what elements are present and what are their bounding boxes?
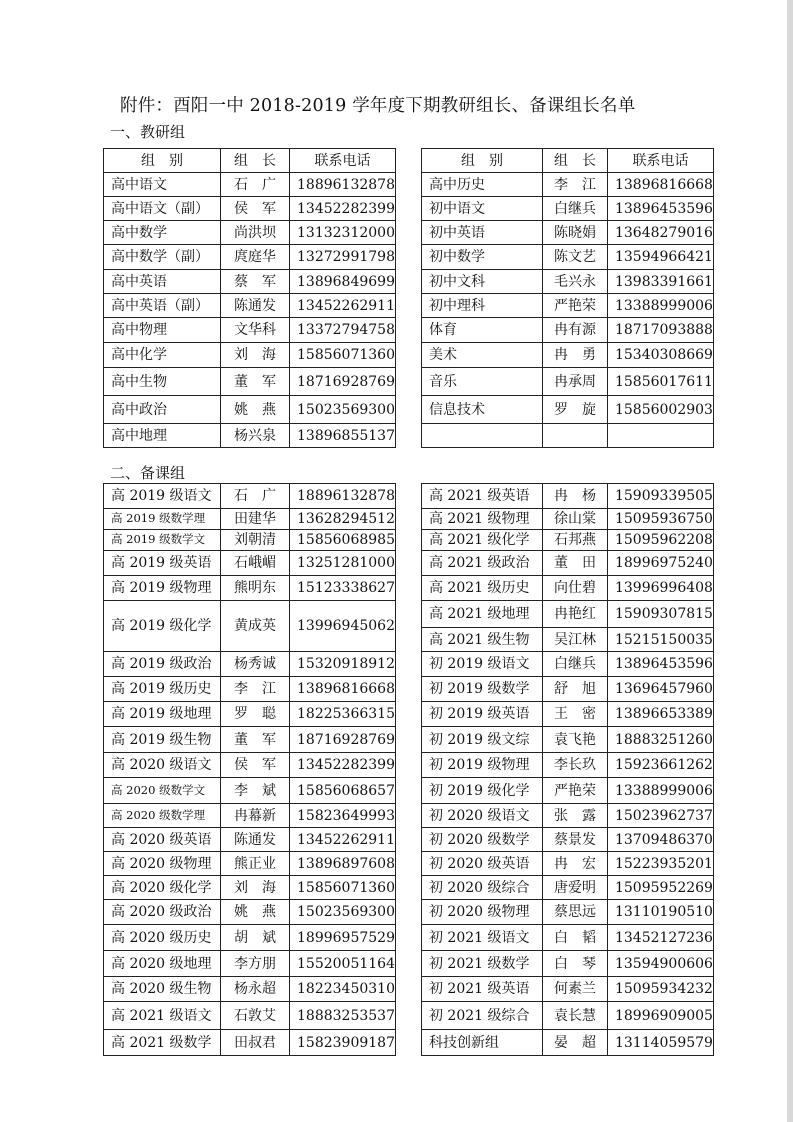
leader-cell: 张 露 — [542, 804, 607, 828]
column-gap — [395, 601, 421, 652]
group-cell — [421, 424, 542, 448]
lesson-prep-table — [103, 483, 714, 1056]
table-row — [104, 1030, 714, 1056]
table-row — [104, 727, 714, 753]
phone-cell: 18896132878 — [290, 173, 396, 197]
phone-cell: 13896897608 — [290, 852, 396, 876]
table-row — [104, 778, 714, 804]
leader-cell: 蔡 军 — [221, 270, 290, 294]
leader-cell: 石 广 — [221, 173, 290, 197]
leader-cell: 李方朋 — [221, 951, 290, 977]
phone-cell: 15909307815 — [607, 601, 713, 628]
column-gap — [395, 804, 421, 828]
group-cell: 高 2019 级数学文 — [104, 530, 221, 551]
phone-cell: 15320918912 — [290, 652, 396, 677]
phone-cell: 15215150035 — [607, 628, 713, 652]
phone-cell: 15123338627 — [290, 576, 396, 601]
group-cell: 高 2019 级语文 — [104, 484, 221, 509]
phone-cell: 13896855137 — [290, 424, 396, 448]
teaching-research-table — [103, 148, 714, 448]
leader-cell: 董 田 — [542, 551, 607, 576]
column-gap — [395, 197, 421, 221]
group-cell: 初 2019 级化学 — [421, 778, 542, 804]
column-header: 联系电话 — [607, 149, 713, 173]
leader-cell: 徐山棠 — [542, 509, 607, 530]
group-cell: 初中语文 — [421, 197, 542, 221]
phone-cell: 13709486370 — [607, 828, 713, 852]
group-cell: 高 2020 级化学 — [104, 876, 221, 900]
table-row — [104, 876, 714, 900]
phone-cell: 15520051164 — [290, 951, 396, 977]
leader-cell: 姚 燕 — [221, 900, 290, 925]
leader-cell: 冉幕新 — [221, 804, 290, 828]
column-gap — [395, 900, 421, 925]
leader-cell: 王 密 — [542, 702, 607, 727]
phone-cell: 13896849699 — [290, 270, 396, 294]
phone-cell: 15856071360 — [290, 343, 396, 368]
phone-cell: 18996909005 — [607, 1002, 713, 1030]
column-gap — [395, 368, 421, 396]
group-cell: 高 2019 级化学 — [104, 601, 221, 652]
phone-cell: 15856068657 — [290, 778, 396, 804]
phone-cell: 15223935201 — [607, 852, 713, 876]
leader-cell — [542, 424, 607, 448]
phone-cell: 18883253537 — [290, 1002, 396, 1030]
leader-cell: 冉 勇 — [542, 343, 607, 368]
column-gap — [395, 245, 421, 270]
leader-cell: 杨兴泉 — [221, 424, 290, 448]
phone-cell: 15823649993 — [290, 804, 396, 828]
phone-cell: 13452282399 — [290, 197, 396, 221]
leader-cell: 杨永超 — [221, 977, 290, 1002]
column-header: 组 别 — [104, 149, 221, 173]
phone-cell: 13896816668 — [290, 677, 396, 702]
phone-cell: 13628294512 — [290, 509, 396, 530]
column-gap — [395, 343, 421, 368]
leader-cell: 袁长慧 — [542, 1002, 607, 1030]
group-cell: 高 2021 级生物 — [421, 628, 542, 652]
group-cell: 初中英语 — [421, 221, 542, 245]
leader-cell: 黄成英 — [221, 601, 290, 652]
phone-cell: 15823909187 — [290, 1030, 396, 1056]
table-row — [104, 484, 714, 509]
leader-cell: 何素兰 — [542, 977, 607, 1002]
phone-cell — [607, 424, 713, 448]
column-gap — [395, 484, 421, 509]
group-cell: 初 2021 级数学 — [421, 951, 542, 977]
leader-cell: 陈文艺 — [542, 245, 607, 270]
group-cell: 初中数学 — [421, 245, 542, 270]
group-cell: 体育 — [421, 318, 542, 343]
group-cell: 高 2020 级生物 — [104, 977, 221, 1002]
group-cell: 高 2019 级英语 — [104, 551, 221, 576]
phone-cell: 13372794758 — [290, 318, 396, 343]
leader-cell: 姚 燕 — [221, 396, 290, 424]
column-gap — [395, 318, 421, 343]
column-gap — [395, 727, 421, 753]
phone-cell: 13996996408 — [607, 576, 713, 601]
leader-cell: 蔡景发 — [542, 828, 607, 852]
table-row — [104, 601, 714, 628]
leader-cell: 陈晓娟 — [542, 221, 607, 245]
phone-cell: 15095962208 — [607, 530, 713, 551]
group-cell: 高中物理 — [104, 318, 221, 343]
phone-cell: 18716928769 — [290, 727, 396, 753]
leader-cell: 李 江 — [221, 677, 290, 702]
table-row — [104, 1002, 714, 1030]
column-gap — [395, 925, 421, 951]
table-row — [104, 173, 714, 197]
leader-cell: 杨秀诚 — [221, 652, 290, 677]
phone-cell: 15856002903 — [607, 396, 713, 424]
leader-cell: 尚洪坝 — [221, 221, 290, 245]
table-row — [104, 294, 714, 318]
group-cell: 高 2020 级历史 — [104, 925, 221, 951]
leader-cell: 侯 军 — [221, 197, 290, 221]
group-cell: 初 2019 级英语 — [421, 702, 542, 727]
column-gap — [395, 424, 421, 448]
table-row — [104, 318, 714, 343]
phone-cell: 13696457960 — [607, 677, 713, 702]
column-gap — [395, 551, 421, 576]
leader-cell: 唐爱明 — [542, 876, 607, 900]
group-cell: 初 2020 级物理 — [421, 900, 542, 925]
column-gap — [395, 852, 421, 876]
column-gap — [395, 778, 421, 804]
table-row — [104, 396, 714, 424]
group-cell: 高 2020 级语文 — [104, 753, 221, 778]
leader-cell: 刘 海 — [221, 343, 290, 368]
phone-cell: 13251281000 — [290, 551, 396, 576]
phone-cell: 13132312000 — [290, 221, 396, 245]
group-cell: 初 2019 级物理 — [421, 753, 542, 778]
column-gap — [395, 294, 421, 318]
group-cell: 高 2021 级英语 — [421, 484, 542, 509]
phone-cell: 13110190510 — [607, 900, 713, 925]
group-cell: 高 2020 级数学理 — [104, 804, 221, 828]
phone-cell: 15856068985 — [290, 530, 396, 551]
group-cell: 美术 — [421, 343, 542, 368]
table-row — [104, 925, 714, 951]
phone-cell: 13996945062 — [290, 601, 396, 652]
leader-cell: 田建华 — [221, 509, 290, 530]
leader-cell: 晏 超 — [542, 1030, 607, 1056]
phone-cell: 13114059579 — [607, 1030, 713, 1056]
group-cell: 高中数学 — [104, 221, 221, 245]
group-cell: 初 2019 级语文 — [421, 652, 542, 677]
phone-cell: 18896132878 — [290, 484, 396, 509]
leader-cell: 白继兵 — [542, 652, 607, 677]
group-cell: 高 2020 级地理 — [104, 951, 221, 977]
leader-cell: 冉承周 — [542, 368, 607, 396]
table-row — [104, 509, 714, 530]
group-cell: 初 2020 级数学 — [421, 828, 542, 852]
group-cell: 信息技术 — [421, 396, 542, 424]
section-heading-lesson-prep: 二、备课组 — [110, 464, 186, 482]
group-cell: 初 2020 级英语 — [421, 852, 542, 876]
leader-cell: 李长玖 — [542, 753, 607, 778]
phone-cell: 13896816668 — [607, 173, 713, 197]
phone-cell: 15856017611 — [607, 368, 713, 396]
column-gap — [395, 702, 421, 727]
phone-cell: 15023962737 — [607, 804, 713, 828]
phone-cell: 13452282399 — [290, 753, 396, 778]
group-cell: 高 2021 级物理 — [421, 509, 542, 530]
table-row — [104, 343, 714, 368]
table-row — [104, 576, 714, 601]
table-row — [104, 368, 714, 396]
table-row — [104, 702, 714, 727]
group-cell: 高 2019 级生物 — [104, 727, 221, 753]
group-cell: 高中历史 — [421, 173, 542, 197]
phone-cell: 13594900606 — [607, 951, 713, 977]
group-cell: 高中英语 — [104, 270, 221, 294]
leader-cell: 田叔君 — [221, 1030, 290, 1056]
group-cell: 高 2020 级数学文 — [104, 778, 221, 804]
leader-cell: 石邦燕 — [542, 530, 607, 551]
group-cell: 初 2019 级文综 — [421, 727, 542, 753]
column-gap — [395, 828, 421, 852]
phone-cell: 13452262911 — [290, 828, 396, 852]
group-cell: 高 2019 级物理 — [104, 576, 221, 601]
group-cell: 高 2020 级物理 — [104, 852, 221, 876]
column-gap — [395, 509, 421, 530]
column-gap — [395, 977, 421, 1002]
group-cell: 高中政治 — [104, 396, 221, 424]
table-row — [104, 951, 714, 977]
column-gap — [395, 173, 421, 197]
table-row — [104, 852, 714, 876]
group-cell: 初 2021 级综合 — [421, 1002, 542, 1030]
phone-cell: 15095936750 — [607, 509, 713, 530]
group-cell: 高 2021 级数学 — [104, 1030, 221, 1056]
table-row — [104, 804, 714, 828]
group-cell: 初 2019 级数学 — [421, 677, 542, 702]
group-cell: 初中文科 — [421, 270, 542, 294]
phone-cell: 15095952269 — [607, 876, 713, 900]
group-cell: 高 2021 级语文 — [104, 1002, 221, 1030]
table-row — [104, 221, 714, 245]
leader-cell: 毛兴永 — [542, 270, 607, 294]
leader-cell: 白 韬 — [542, 925, 607, 951]
column-gap — [395, 1030, 421, 1056]
phone-cell: 15023569300 — [290, 396, 396, 424]
document-title: 附件：酉阳一中 2018-2019 学年度下期教研组长、备课组长名单 — [120, 96, 636, 116]
leader-cell: 熊正业 — [221, 852, 290, 876]
group-cell: 科技创新组 — [421, 1030, 542, 1056]
group-cell: 高 2021 级政治 — [421, 551, 542, 576]
phone-cell: 18996957529 — [290, 925, 396, 951]
phone-cell: 13272991798 — [290, 245, 396, 270]
group-cell: 高 2019 级地理 — [104, 702, 221, 727]
column-gap — [395, 753, 421, 778]
leader-cell: 冉 杨 — [542, 484, 607, 509]
group-cell: 高 2020 级政治 — [104, 900, 221, 925]
phone-cell: 18883251260 — [607, 727, 713, 753]
leader-cell: 陈通发 — [221, 828, 290, 852]
table-header-row — [104, 149, 714, 173]
group-cell: 高中化学 — [104, 343, 221, 368]
column-gap — [395, 221, 421, 245]
column-header: 组 长 — [221, 149, 290, 173]
leader-cell: 冉 宏 — [542, 852, 607, 876]
group-cell: 初中理科 — [421, 294, 542, 318]
group-cell: 高 2021 级地理 — [421, 601, 542, 628]
phone-cell: 18225366315 — [290, 702, 396, 727]
column-gap — [395, 677, 421, 702]
phone-cell: 13648279016 — [607, 221, 713, 245]
table-row — [104, 677, 714, 702]
leader-cell: 严艳荣 — [542, 294, 607, 318]
table-row — [104, 900, 714, 925]
phone-cell: 15023569300 — [290, 900, 396, 925]
leader-cell: 胡 斌 — [221, 925, 290, 951]
leader-cell: 石 广 — [221, 484, 290, 509]
column-header: 组 别 — [421, 149, 542, 173]
leader-cell: 舒 旭 — [542, 677, 607, 702]
leader-cell: 熊明东 — [221, 576, 290, 601]
group-cell: 高 2019 级历史 — [104, 677, 221, 702]
column-header: 联系电话 — [290, 149, 396, 173]
phone-cell: 13896453596 — [607, 197, 713, 221]
group-cell: 初 2021 级英语 — [421, 977, 542, 1002]
phone-cell: 18996975240 — [607, 551, 713, 576]
column-gap — [395, 149, 421, 173]
leader-cell: 董 军 — [221, 368, 290, 396]
leader-cell: 袁飞艳 — [542, 727, 607, 753]
group-cell: 高中数学（副） — [104, 245, 221, 270]
leader-cell: 吴江林 — [542, 628, 607, 652]
leader-cell: 严艳荣 — [542, 778, 607, 804]
phone-cell: 15340308669 — [607, 343, 713, 368]
phone-cell: 15856071360 — [290, 876, 396, 900]
leader-cell: 石峨嵋 — [221, 551, 290, 576]
leader-cell: 蔡思远 — [542, 900, 607, 925]
leader-cell: 李 斌 — [221, 778, 290, 804]
table-row — [104, 245, 714, 270]
group-cell: 初 2021 级语文 — [421, 925, 542, 951]
group-cell: 初 2020 级综合 — [421, 876, 542, 900]
phone-cell: 15095934232 — [607, 977, 713, 1002]
column-gap — [395, 951, 421, 977]
group-cell: 高中语文（副） — [104, 197, 221, 221]
column-gap — [395, 396, 421, 424]
group-cell: 高 2021 级历史 — [421, 576, 542, 601]
group-cell: 高 2019 级数学理 — [104, 509, 221, 530]
leader-cell: 侯 军 — [221, 753, 290, 778]
group-cell: 初 2020 级语文 — [421, 804, 542, 828]
group-cell: 高 2019 级政治 — [104, 652, 221, 677]
table-row — [104, 424, 714, 448]
leader-cell: 罗 旋 — [542, 396, 607, 424]
column-gap — [395, 530, 421, 551]
column-gap — [395, 1002, 421, 1030]
leader-cell: 石敦艾 — [221, 1002, 290, 1030]
phone-cell: 13388999006 — [607, 294, 713, 318]
leader-cell: 刘 海 — [221, 876, 290, 900]
phone-cell: 18717093888 — [607, 318, 713, 343]
table-row — [104, 551, 714, 576]
table-row — [104, 530, 714, 551]
group-cell: 高中生物 — [104, 368, 221, 396]
column-header: 组 长 — [542, 149, 607, 173]
phone-cell: 13452262911 — [290, 294, 396, 318]
group-cell: 高 2020 级英语 — [104, 828, 221, 852]
leader-cell: 董 军 — [221, 727, 290, 753]
table-row — [104, 197, 714, 221]
phone-cell: 13896453596 — [607, 652, 713, 677]
leader-cell: 庹庭华 — [221, 245, 290, 270]
phone-cell: 13983391661 — [607, 270, 713, 294]
leader-cell: 冉艳红 — [542, 601, 607, 628]
column-gap — [395, 270, 421, 294]
group-cell: 高中语文 — [104, 173, 221, 197]
leader-cell: 罗 聪 — [221, 702, 290, 727]
phone-cell: 13388999006 — [607, 778, 713, 804]
table-row — [104, 652, 714, 677]
table-row — [104, 753, 714, 778]
group-cell: 高中英语（副） — [104, 294, 221, 318]
leader-cell: 冉有源 — [542, 318, 607, 343]
column-gap — [395, 876, 421, 900]
scan-edge — [787, 0, 793, 1122]
leader-cell: 文华科 — [221, 318, 290, 343]
phone-cell: 15909339505 — [607, 484, 713, 509]
column-gap — [395, 652, 421, 677]
group-cell: 音乐 — [421, 368, 542, 396]
leader-cell: 李 江 — [542, 173, 607, 197]
leader-cell: 刘朝清 — [221, 530, 290, 551]
table-row — [104, 828, 714, 852]
section-heading-teaching-research: 一、教研组 — [110, 123, 186, 141]
leader-cell: 白 琴 — [542, 951, 607, 977]
leader-cell: 向仕碧 — [542, 576, 607, 601]
phone-cell: 18223450310 — [290, 977, 396, 1002]
table-row — [104, 270, 714, 294]
column-gap — [395, 576, 421, 601]
phone-cell: 18716928769 — [290, 368, 396, 396]
leader-cell: 白继兵 — [542, 197, 607, 221]
phone-cell: 15923661262 — [607, 753, 713, 778]
table-row — [104, 977, 714, 1002]
phone-cell: 13594966421 — [607, 245, 713, 270]
group-cell: 高中地理 — [104, 424, 221, 448]
phone-cell: 13452127236 — [607, 925, 713, 951]
group-cell: 高 2021 级化学 — [421, 530, 542, 551]
leader-cell: 陈通发 — [221, 294, 290, 318]
phone-cell: 13896653389 — [607, 702, 713, 727]
